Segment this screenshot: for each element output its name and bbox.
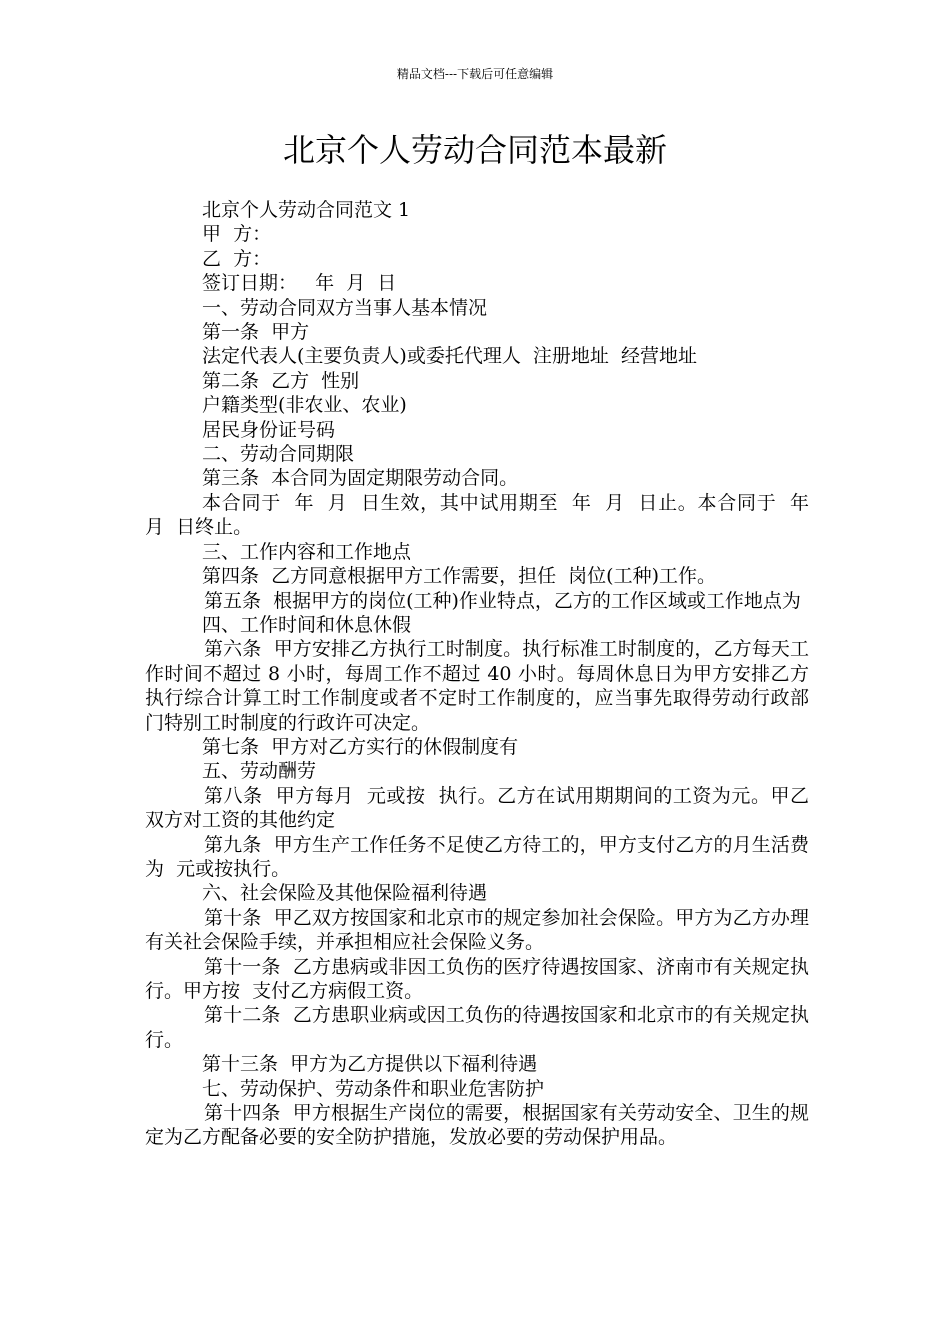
section-heading: 二、劳动合同期限 — [202, 443, 355, 466]
paragraph: 北京个人劳动合同范文 1 — [202, 199, 411, 221]
paragraph: 本合同于 年 月 日生效，其中试用期至 年 月 日止。本合同于 年 月 日终止。 — [145, 491, 822, 539]
paragraph: 居民身份证号码 — [202, 418, 336, 441]
document-title: 北京个人劳动合同范本最新 — [282, 131, 667, 169]
paragraph: 第七条 甲方对乙方实行的休假制度有 — [202, 735, 519, 758]
section-heading: 七、劳动保护、劳动条件和职业危害防护 — [202, 1077, 545, 1100]
paragraph: 第四条 乙方同意根据甲方工作需要，担任 岗位(工种)工作。 — [202, 565, 716, 588]
document-body — [145, 198, 822, 1150]
section-heading: 一、劳动合同双方当事人基本情况 — [202, 296, 488, 319]
section-heading: 四、工作时间和休息休假 — [202, 613, 412, 636]
paragraph: 第十四条 甲方根据生产岗位的需要，根据国家有关劳动安全、卫生的规定为乙方配备必要的安全防护措施，发放必要的劳动保护用品。 — [145, 1102, 809, 1149]
paragraph: 第六条 甲方安排乙方执行工时制度。执行标准工时制度的，乙方每天工作时间不超过 8 小时，每周工作不超过 40 小时。每周休息日为甲方安排乙方执行综合计算工时工作制度或者不定时工作制度的，应当事先取得劳动行政部门特别工时制度的行政许可决定。 — [145, 638, 809, 734]
paragraph: 第八条 甲方每月 元或按 执行。乙方在试用期期间的工资为元。甲乙双方对工资的其他约定 — [145, 784, 809, 832]
section-heading: 六、社会保险及其他保险福利待遇 — [202, 882, 488, 905]
paragraph: 第三条 本合同为固定期限劳动合同。 — [202, 467, 519, 490]
paragraph: 第十三条 甲方为乙方提供以下福利待遇 — [202, 1053, 538, 1076]
paragraph: 签订日期： 年 月 日 — [202, 272, 397, 295]
paragraph: 甲 方： — [202, 223, 272, 246]
paragraph: 第五条 根据甲方的岗位(工种)作业特点，乙方的工作区域或工作地点为 — [204, 589, 801, 612]
paragraph: 第十条 甲乙双方按国家和北京市的规定参加社会保险。甲方为乙方办理有关社会保险手续，并承担相应社会保险义务。 — [145, 906, 809, 954]
page-header: 精品文档---下载后可任意编辑 — [396, 67, 554, 81]
paragraph: 法定代表人(主要负责人)或委托代理人 注册地址 经营地址 — [202, 345, 697, 368]
paragraph: 户籍类型(非农业、农业) — [202, 394, 407, 417]
section-heading: 三、工作内容和工作地点 — [202, 540, 412, 563]
paragraph: 第十一条 乙方患病或非因工负伤的医疗待遇按国家、济南市有关规定执行。甲方按 支付乙方病假工资。 — [145, 955, 809, 1002]
paragraph: 第一条 甲方 — [202, 321, 310, 344]
paragraph: 第十二条 乙方患职业病或因工负伤的待遇按国家和北京市的有关规定执行。 — [145, 1004, 809, 1051]
section-heading: 五、劳动酬劳 — [202, 760, 317, 783]
paragraph: 乙 方： — [202, 247, 272, 270]
paragraph: 第二条 乙方 性别 — [202, 369, 360, 392]
paragraph: 第九条 甲方生产工作任务不足使乙方待工的，甲方支付乙方的月生活费为 元或按执行。 — [145, 833, 809, 880]
